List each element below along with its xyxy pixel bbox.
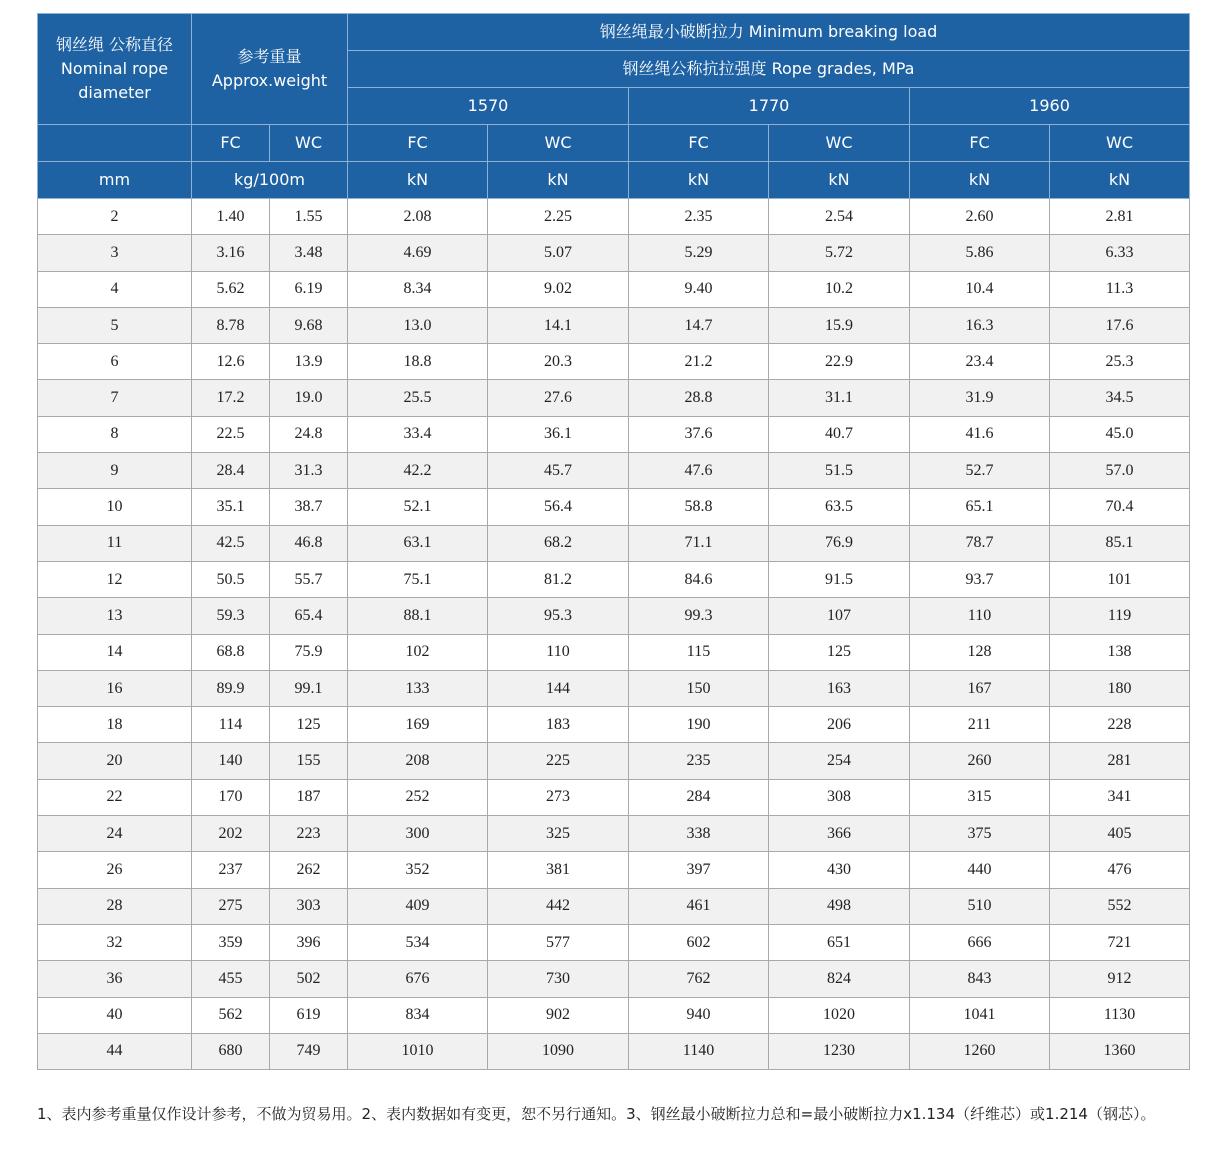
value-cell: 666 [910, 924, 1050, 960]
value-cell: 21.2 [629, 344, 769, 380]
value-cell: 834 [348, 997, 488, 1033]
value-cell: 680 [192, 1033, 270, 1069]
value-cell: 2.60 [910, 199, 1050, 235]
diameter-cell: 16 [38, 670, 192, 706]
header-unit: kg/100m [192, 162, 348, 199]
value-cell: 20.3 [488, 344, 629, 380]
diameter-cell: 18 [38, 707, 192, 743]
value-cell: 59.3 [192, 598, 270, 634]
table-row [38, 344, 1190, 380]
value-cell: 24.8 [270, 416, 348, 452]
header-unit: kN [910, 162, 1050, 199]
value-cell: 359 [192, 924, 270, 960]
value-cell: 1.55 [270, 199, 348, 235]
value-cell: 397 [629, 852, 769, 888]
value-cell: 502 [270, 961, 348, 997]
value-cell: 114 [192, 707, 270, 743]
value-cell: 10.2 [769, 271, 910, 307]
value-cell: 206 [769, 707, 910, 743]
value-cell: 140 [192, 743, 270, 779]
table-row [38, 816, 1190, 852]
value-cell: 284 [629, 779, 769, 815]
value-cell: 31.1 [769, 380, 910, 416]
value-cell: 1010 [348, 1033, 488, 1069]
value-cell: 51.5 [769, 453, 910, 489]
table-row [38, 743, 1190, 779]
diameter-cell: 22 [38, 779, 192, 815]
diameter-cell: 13 [38, 598, 192, 634]
value-cell: 824 [769, 961, 910, 997]
value-cell: 1360 [1050, 1033, 1190, 1069]
value-cell: 56.4 [488, 489, 629, 525]
value-cell: 150 [629, 670, 769, 706]
value-cell: 9.68 [270, 307, 348, 343]
value-cell: 70.4 [1050, 489, 1190, 525]
value-cell: 33.4 [348, 416, 488, 452]
table-row [38, 598, 1190, 634]
value-cell: 89.9 [192, 670, 270, 706]
value-cell: 237 [192, 852, 270, 888]
value-cell: 341 [1050, 779, 1190, 815]
value-cell: 325 [488, 816, 629, 852]
value-cell: 45.0 [1050, 416, 1190, 452]
value-cell: 28.4 [192, 453, 270, 489]
value-cell: 252 [348, 779, 488, 815]
diameter-cell: 10 [38, 489, 192, 525]
table-row [38, 670, 1190, 706]
value-cell: 52.1 [348, 489, 488, 525]
value-cell: 36.1 [488, 416, 629, 452]
value-cell: 31.3 [270, 453, 348, 489]
value-cell: 8.34 [348, 271, 488, 307]
header-core-type: FC [910, 125, 1050, 162]
value-cell: 430 [769, 852, 910, 888]
header-core-type: FC [629, 125, 769, 162]
value-cell: 47.6 [629, 453, 769, 489]
diameter-cell: 2 [38, 199, 192, 235]
value-cell: 235 [629, 743, 769, 779]
header-blank-cell [38, 125, 192, 162]
table-row [38, 888, 1190, 924]
value-cell: 55.7 [270, 561, 348, 597]
value-cell: 13.0 [348, 307, 488, 343]
diameter-cell: 9 [38, 453, 192, 489]
header-unit: kN [629, 162, 769, 199]
value-cell: 65.4 [270, 598, 348, 634]
value-cell: 1230 [769, 1033, 910, 1069]
value-cell: 315 [910, 779, 1050, 815]
diameter-cell: 40 [38, 997, 192, 1033]
value-cell: 170 [192, 779, 270, 815]
footnote: 1、表内参考重量仅作设计参考，不做为贸易用。2、表内数据如有变更，恕不另行通知。3、钢丝最小破断拉力总和=最小破断拉力x1.134（纤维芯）或1.214（钢芯）。 [37, 1105, 1156, 1123]
value-cell: 10.4 [910, 271, 1050, 307]
table-row [38, 525, 1190, 561]
value-cell: 5.62 [192, 271, 270, 307]
value-cell: 28.8 [629, 380, 769, 416]
value-cell: 138 [1050, 634, 1190, 670]
value-cell: 273 [488, 779, 629, 815]
value-cell: 63.1 [348, 525, 488, 561]
table-body [38, 199, 1190, 1070]
value-cell: 912 [1050, 961, 1190, 997]
value-cell: 84.6 [629, 561, 769, 597]
value-cell: 52.7 [910, 453, 1050, 489]
value-cell: 352 [348, 852, 488, 888]
value-cell: 75.9 [270, 634, 348, 670]
header-nominal-diameter: 钢丝绳 公称直径 Nominal rope diameter [38, 14, 192, 125]
value-cell: 45.7 [488, 453, 629, 489]
value-cell: 23.4 [910, 344, 1050, 380]
table-row [38, 561, 1190, 597]
value-cell: 119 [1050, 598, 1190, 634]
value-cell: 9.02 [488, 271, 629, 307]
value-cell: 300 [348, 816, 488, 852]
value-cell: 6.19 [270, 271, 348, 307]
value-cell: 93.7 [910, 561, 1050, 597]
header-approx-weight: 参考重量 Approx.weight [192, 14, 348, 125]
diameter-cell: 3 [38, 235, 192, 271]
value-cell: 2.08 [348, 199, 488, 235]
value-cell: 254 [769, 743, 910, 779]
value-cell: 110 [910, 598, 1050, 634]
value-cell: 676 [348, 961, 488, 997]
header-grade-1570: 1570 [348, 88, 629, 125]
table-row [38, 489, 1190, 525]
value-cell: 18.8 [348, 344, 488, 380]
value-cell: 1020 [769, 997, 910, 1033]
value-cell: 262 [270, 852, 348, 888]
value-cell: 281 [1050, 743, 1190, 779]
value-cell: 375 [910, 816, 1050, 852]
header-unit: mm [38, 162, 192, 199]
value-cell: 68.2 [488, 525, 629, 561]
value-cell: 211 [910, 707, 1050, 743]
value-cell: 41.6 [910, 416, 1050, 452]
value-cell: 144 [488, 670, 629, 706]
value-cell: 14.1 [488, 307, 629, 343]
value-cell: 110 [488, 634, 629, 670]
header-core-type: FC [192, 125, 270, 162]
value-cell: 99.3 [629, 598, 769, 634]
table-row [38, 453, 1190, 489]
header-minimum-breaking-load: 钢丝绳最小破断拉力 Minimum breaking load [348, 14, 1190, 51]
value-cell: 95.3 [488, 598, 629, 634]
value-cell: 405 [1050, 816, 1190, 852]
diameter-cell: 28 [38, 888, 192, 924]
header-core-type: WC [270, 125, 348, 162]
value-cell: 81.2 [488, 561, 629, 597]
value-cell: 1140 [629, 1033, 769, 1069]
value-cell: 940 [629, 997, 769, 1033]
value-cell: 762 [629, 961, 769, 997]
value-cell: 46.8 [270, 525, 348, 561]
value-cell: 16.3 [910, 307, 1050, 343]
value-cell: 440 [910, 852, 1050, 888]
value-cell: 228 [1050, 707, 1190, 743]
table-row [38, 235, 1190, 271]
value-cell: 58.8 [629, 489, 769, 525]
value-cell: 190 [629, 707, 769, 743]
diameter-cell: 44 [38, 1033, 192, 1069]
value-cell: 12.6 [192, 344, 270, 380]
value-cell: 5.07 [488, 235, 629, 271]
table-row [38, 997, 1190, 1033]
value-cell: 85.1 [1050, 525, 1190, 561]
table-row [38, 852, 1190, 888]
value-cell: 13.9 [270, 344, 348, 380]
value-cell: 169 [348, 707, 488, 743]
table-row [38, 707, 1190, 743]
value-cell: 76.9 [769, 525, 910, 561]
value-cell: 88.1 [348, 598, 488, 634]
value-cell: 602 [629, 924, 769, 960]
value-cell: 167 [910, 670, 1050, 706]
value-cell: 562 [192, 997, 270, 1033]
value-cell: 5.72 [769, 235, 910, 271]
value-cell: 721 [1050, 924, 1190, 960]
value-cell: 125 [769, 634, 910, 670]
value-cell: 31.9 [910, 380, 1050, 416]
value-cell: 187 [270, 779, 348, 815]
value-cell: 442 [488, 888, 629, 924]
value-cell: 202 [192, 816, 270, 852]
value-cell: 14.7 [629, 307, 769, 343]
diameter-cell: 36 [38, 961, 192, 997]
value-cell: 15.9 [769, 307, 910, 343]
value-cell: 338 [629, 816, 769, 852]
header-core-type: FC [348, 125, 488, 162]
value-cell: 91.5 [769, 561, 910, 597]
value-cell: 1090 [488, 1033, 629, 1069]
value-cell: 8.78 [192, 307, 270, 343]
value-cell: 38.7 [270, 489, 348, 525]
value-cell: 510 [910, 888, 1050, 924]
value-cell: 2.25 [488, 199, 629, 235]
value-cell: 42.2 [348, 453, 488, 489]
table-row [38, 1033, 1190, 1069]
value-cell: 57.0 [1050, 453, 1190, 489]
value-cell: 498 [769, 888, 910, 924]
diameter-cell: 32 [38, 924, 192, 960]
header-grade-1770: 1770 [629, 88, 910, 125]
header-rope-grades: 钢丝绳公称抗拉强度 Rope grades, MPa [348, 51, 1190, 88]
header-core-type: WC [488, 125, 629, 162]
value-cell: 409 [348, 888, 488, 924]
table-row [38, 380, 1190, 416]
value-cell: 577 [488, 924, 629, 960]
value-cell: 730 [488, 961, 629, 997]
header-grade-1960: 1960 [910, 88, 1190, 125]
value-cell: 107 [769, 598, 910, 634]
value-cell: 1260 [910, 1033, 1050, 1069]
value-cell: 78.7 [910, 525, 1050, 561]
value-cell: 9.40 [629, 271, 769, 307]
header-unit: kN [1050, 162, 1190, 199]
value-cell: 396 [270, 924, 348, 960]
diameter-cell: 7 [38, 380, 192, 416]
value-cell: 225 [488, 743, 629, 779]
value-cell: 5.86 [910, 235, 1050, 271]
value-cell: 75.1 [348, 561, 488, 597]
diameter-cell: 8 [38, 416, 192, 452]
value-cell: 2.81 [1050, 199, 1190, 235]
value-cell: 40.7 [769, 416, 910, 452]
value-cell: 308 [769, 779, 910, 815]
value-cell: 619 [270, 997, 348, 1033]
header-unit: kN [488, 162, 629, 199]
value-cell: 125 [270, 707, 348, 743]
value-cell: 155 [270, 743, 348, 779]
value-cell: 17.6 [1050, 307, 1190, 343]
value-cell: 651 [769, 924, 910, 960]
value-cell: 260 [910, 743, 1050, 779]
value-cell: 99.1 [270, 670, 348, 706]
value-cell: 534 [348, 924, 488, 960]
value-cell: 1130 [1050, 997, 1190, 1033]
value-cell: 843 [910, 961, 1050, 997]
value-cell: 381 [488, 852, 629, 888]
value-cell: 50.5 [192, 561, 270, 597]
value-cell: 35.1 [192, 489, 270, 525]
value-cell: 180 [1050, 670, 1190, 706]
table-row [38, 961, 1190, 997]
header-core-type: WC [1050, 125, 1190, 162]
value-cell: 37.6 [629, 416, 769, 452]
header-unit: kN [348, 162, 488, 199]
value-cell: 25.5 [348, 380, 488, 416]
table-row [38, 634, 1190, 670]
rope-spec-table [37, 13, 1190, 1070]
value-cell: 101 [1050, 561, 1190, 597]
value-cell: 552 [1050, 888, 1190, 924]
table-row [38, 779, 1190, 815]
value-cell: 19.0 [270, 380, 348, 416]
value-cell: 163 [769, 670, 910, 706]
value-cell: 71.1 [629, 525, 769, 561]
diameter-cell: 11 [38, 525, 192, 561]
value-cell: 1041 [910, 997, 1050, 1033]
value-cell: 2.35 [629, 199, 769, 235]
value-cell: 133 [348, 670, 488, 706]
diameter-cell: 26 [38, 852, 192, 888]
table-row [38, 924, 1190, 960]
value-cell: 208 [348, 743, 488, 779]
diameter-cell: 12 [38, 561, 192, 597]
diameter-cell: 20 [38, 743, 192, 779]
value-cell: 22.9 [769, 344, 910, 380]
value-cell: 2.54 [769, 199, 910, 235]
diameter-cell: 24 [38, 816, 192, 852]
table-row [38, 271, 1190, 307]
value-cell: 128 [910, 634, 1050, 670]
diameter-cell: 14 [38, 634, 192, 670]
value-cell: 183 [488, 707, 629, 743]
value-cell: 115 [629, 634, 769, 670]
table-row [38, 307, 1190, 343]
diameter-cell: 5 [38, 307, 192, 343]
value-cell: 6.33 [1050, 235, 1190, 271]
table-row [38, 199, 1190, 235]
value-cell: 65.1 [910, 489, 1050, 525]
value-cell: 17.2 [192, 380, 270, 416]
value-cell: 1.40 [192, 199, 270, 235]
value-cell: 303 [270, 888, 348, 924]
value-cell: 102 [348, 634, 488, 670]
diameter-cell: 6 [38, 344, 192, 380]
value-cell: 42.5 [192, 525, 270, 561]
value-cell: 366 [769, 816, 910, 852]
value-cell: 4.69 [348, 235, 488, 271]
value-cell: 5.29 [629, 235, 769, 271]
diameter-cell: 4 [38, 271, 192, 307]
value-cell: 63.5 [769, 489, 910, 525]
value-cell: 25.3 [1050, 344, 1190, 380]
value-cell: 11.3 [1050, 271, 1190, 307]
table-row [38, 416, 1190, 452]
value-cell: 22.5 [192, 416, 270, 452]
value-cell: 3.48 [270, 235, 348, 271]
value-cell: 476 [1050, 852, 1190, 888]
value-cell: 68.8 [192, 634, 270, 670]
value-cell: 275 [192, 888, 270, 924]
value-cell: 455 [192, 961, 270, 997]
value-cell: 223 [270, 816, 348, 852]
header-core-type: WC [769, 125, 910, 162]
value-cell: 27.6 [488, 380, 629, 416]
value-cell: 34.5 [1050, 380, 1190, 416]
value-cell: 461 [629, 888, 769, 924]
header-unit: kN [769, 162, 910, 199]
value-cell: 749 [270, 1033, 348, 1069]
value-cell: 902 [488, 997, 629, 1033]
value-cell: 3.16 [192, 235, 270, 271]
